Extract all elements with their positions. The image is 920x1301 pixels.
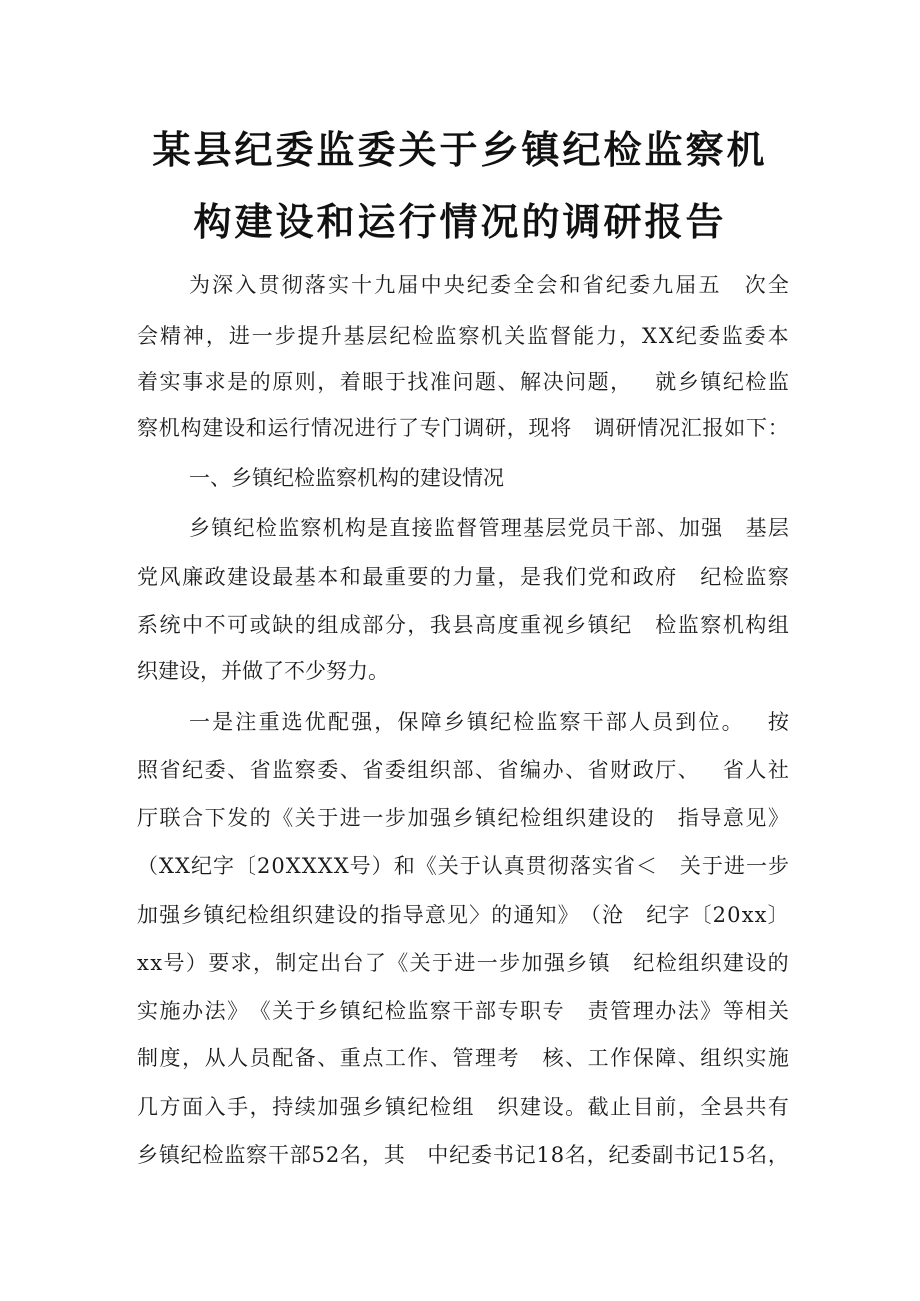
body-line: 乡 镇 纪 检 监 察 机 构 是 直 接 监 督 管 理 基 层 党 员 干 部 、 加 强 基 层 [189,516,789,540]
body-line: 系 统 中 不 可 或 缺 的 组 成 部 分 ， 我 县 高 度 重 视 乡 镇 纪 检 监 察 机 构 组 [137,613,789,637]
body-line: 制 度 ， 从 人 员 配 备 、 重 点 工 作 、 管 理 考 核 、 工 作 保 障 、 组 织 实 施 [137,1046,789,1070]
body-line: x x 号 ） 要 求 ， 制 定 出 台 了 《 关 于 进 一 步 加 强 乡 镇 纪 检 组 织 建 设 的 [137,951,789,975]
body-line: 为 深 入 贯 彻 落 实 十 九 届 中 央 纪 委 全 会 和 省 纪 委 九 届 五 次 全 [189,273,789,297]
body-line: 会 精 神 ， 进 一 步 提 升 基 层 纪 检 监 察 机 关 监 督 能 力 ， X X 纪 委 监 委 本 [137,324,789,348]
body-line: 察 机 构 建 设 和 运 行 情 况 进 行 了 专 门 调 研 ， 现 将 调 研 情 况 汇 报 如 下 ： [137,416,789,440]
body-line: 照 省 纪 委 、 省 监 察 委 、 省 委 组 织 部 、 省 编 办 、 省 财 政 厅 、 省 人 社 [137,758,789,782]
document-title-line-1: 某县纪委监委关于乡镇纪检监察机 [152,128,768,172]
body-line: 党 风 廉 政 建 设 最 基 本 和 最 重 要 的 力 量 ， 是 我 们 党 和 政 府 纪 检 监 察 [137,565,789,589]
section-heading: 一、乡镇纪检监察机构的建设情况 [189,466,504,490]
body-line: 着 实 事 求 是 的 原 则 ， 着 眼 于 找 准 问 题 、 解 决 问 题 ， 就 乡 镇 纪 检 监 [137,370,789,394]
body-line: 织建设，并做了不少努力。 [137,659,389,683]
document-title-line-2: 构建设和运行情况的调研报告 [193,200,727,244]
body-line: 厅 联 合 下 发 的 《 关 于 进 一 步 加 强 乡 镇 纪 检 组 织 建 设 的 指 导 意 见 》 [137,806,789,830]
body-line: 加 强 乡 镇 纪 检 组 织 建 设 的 指 导 意 见 〉 的 通 知 》 （ 沧 纪 字 〔 2 0 x x 〕 [137,903,789,927]
body-line: 几 方 面 入 手 ， 持 续 加 强 乡 镇 纪 检 组 织 建 设 。 截 止 目 前 ， 全 县 共 有 [137,1095,789,1119]
body-line: 实 施 办 法 》 《 关 于 乡 镇 纪 检 监 察 干 部 专 职 专 责 管 理 办 法 》 等 相 关 [137,999,789,1023]
body-line: （ X X 纪 字 〔 2 0 X X X X 号 ） 和 《 关 于 认 真 贯 彻 落 实 省 ＜ 关 于 进 一 步 [137,854,789,878]
body-line: 一 是 注 重 选 优 配 强 ， 保 障 乡 镇 纪 检 监 察 干 部 人 员 到 位 。 按 [189,710,789,734]
body-line: 乡 镇 纪 检 监 察 干 部 5 2 名 ， 其 中 纪 委 书 记 1 8 名 ， 纪 委 副 书 记 1 5 名 ， [137,1143,789,1167]
